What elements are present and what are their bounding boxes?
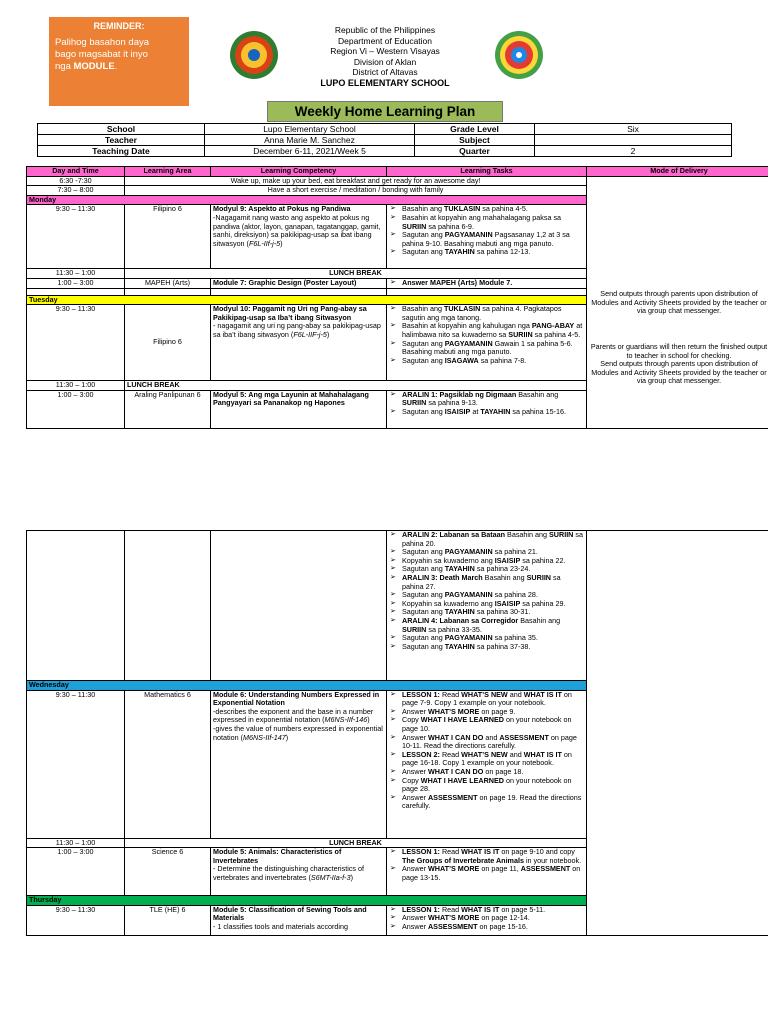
routine-text: Wake up, make up your bed, eat breakfast and get ready for an awesome day! (125, 176, 587, 186)
routine-text: Have a short exercise / meditation / bonding with family (125, 186, 587, 196)
mode-cell (587, 176, 768, 428)
column-header-row (27, 167, 768, 177)
competency-body: -Nagagamit nang wasto ang aspekto at pokus ng pandiwa (aktor, layon, ganapan, tagatanggap, gamit, sanhi, direksiyon) sa pakikipag-usap sa ibat ibang sitwasyon ( (213, 212, 381, 248)
lunch-time: 11:30 – 1:00 (27, 269, 125, 279)
competency-title: Module 5: Classification of Sewing Tools and Materials (213, 904, 367, 923)
task-item: ➢ Sagutan ang TAYAHIN sa pahina 23-24. (389, 565, 584, 574)
task-item: ➢ Answer MAPEH (Arts) Module 7. (389, 279, 584, 288)
school-seal-icon (494, 30, 544, 80)
competency-title: Modyul 9: Aspekto at Pokus ng Pandiwa (213, 204, 351, 214)
task-item: ➢ Answer WHAT I CAN DO on page 18. (389, 768, 584, 777)
task-item: ➢ Copy WHAT I HAVE LEARNED on your notebook on page 10. (389, 716, 584, 733)
mode-tuesday: Parents or guardians will then return the finished output to teacher in school for checking. Send outputs through parents upon distribution of Modules and Activity Sheets provided by the teacher or via group chat messenger. (590, 342, 768, 386)
competency-code: F6L-IIF-j-5 (293, 329, 327, 339)
lesson-area: Mathematics 6 (125, 690, 211, 838)
lunch-label: LUNCH BREAK (125, 269, 587, 279)
lesson-time: 9:30 – 11:30 (27, 305, 125, 381)
lesson-time: 1:00 – 3:00 (27, 278, 125, 288)
competency-end: ) (350, 872, 353, 882)
teacher-label: Teacher (38, 135, 205, 146)
lesson-time: 1:00 – 3:00 (27, 390, 125, 428)
plan-title: Weekly Home Learning Plan (267, 101, 503, 122)
task-item: ➢ Sagutan ang PAGYAMANIN Gawain 1 sa pahina 5-6. Basahing mabuti ang mga panuto. (389, 340, 584, 357)
task-item: ➢ Basahin at kopyahin ang mahahalagang paksa sa SURIIN sa pahina 6-9. (389, 214, 584, 231)
lesson-competency (211, 848, 387, 896)
competency-body: ) -gives the value of numbers expressed in exponential notation ( (213, 715, 383, 742)
header-region: Region Vi – Western Visayas (330, 46, 440, 56)
plan-table-page1 (26, 166, 768, 429)
competency-title: Module 5: Animals: Characteristics of Invertebrates (213, 847, 342, 865)
lesson-competency (211, 205, 387, 269)
header-department: Department of Education (337, 35, 433, 46)
document-header (300, 25, 470, 88)
competency-end: ) (326, 329, 330, 339)
info-row (38, 146, 732, 157)
teacher-value: Anna Marie M. Sanchez (205, 135, 415, 146)
task-item: ➢ Copy WHAT I HAVE LEARNED on your notebook on page 28. (389, 777, 584, 794)
col-learning-area: Learning Area (125, 167, 211, 177)
lunch-label: LUNCH BREAK (125, 838, 587, 848)
competency-body: - Determine the distinguishing characteristics of vertebrates and invertebrates ( (213, 864, 365, 882)
reminder-text (55, 37, 183, 73)
school-value: Lupo Elementary School (205, 124, 415, 135)
lesson-competency (211, 305, 387, 381)
lesson-time: 9:30 – 11:30 (27, 205, 125, 269)
task-item: ➢ LESSON 1: Read WHAT IS IT on page 5-11. (389, 906, 584, 915)
lesson-competency (211, 690, 387, 838)
competency-title: Module 6: Understanding Numbers Expressed in Exponential Notation (213, 689, 380, 708)
competency-code: M6NS-IIf-147 (242, 732, 286, 742)
task-item: ➢ ARALIN 3: Death March Basahin ang SURIIN sa pahina 27. (389, 574, 584, 591)
header-district: District of Altavas (352, 67, 418, 77)
day-monday: Monday (27, 195, 587, 205)
lesson-area: MAPEH (Arts) (125, 278, 211, 288)
competency-title: Modyul 10: Paggamit ng Uri ng Pang-abay sa Pakikipag-usap sa Iba’t ibang Sitwasyon (213, 304, 367, 322)
task-item: ➢ ARALIN 2: Labanan sa Bataan Basahin ang SURIIN sa pahina 20. (389, 531, 584, 548)
task-item: ➢ Sagutan ang PAGYAMANIN sa pahina 28. (389, 591, 584, 600)
task-item: ➢ Answer WHAT’S MORE on page 11, ASSESSMENT on page 13-15. (389, 865, 584, 882)
quarter-value: 2 (535, 146, 732, 157)
lesson-tasks (387, 848, 587, 896)
lesson-competency (211, 905, 387, 935)
task-item: ➢ Answer ASSESSMENT on page 15-16. (389, 923, 584, 932)
reminder-line-1: Palihog basahon daya (55, 37, 150, 48)
lesson-tasks (387, 690, 587, 838)
lesson-area: TLE (HE) 6 (125, 905, 211, 935)
task-item: ➢ Basahin at kopyahin ang kahulugan nga PANG-ABAY at halimbawa nito sa kuwaderno sa SURIIN sa pahina 4-5. (389, 322, 584, 339)
lesson-area: Filipino 6 (125, 205, 211, 269)
lesson-tasks (387, 205, 587, 269)
task-item: ➢ Sagutan ang TAYAHIN sa pahina 37-38. (389, 643, 584, 652)
school-label: School (38, 124, 205, 135)
reminder-box (49, 17, 189, 106)
competency-code: F6L-IIf-j-5 (248, 238, 281, 248)
lesson-area: Science 6 (125, 848, 211, 896)
lesson-area: Araling Panlipunan 6 (125, 390, 211, 428)
reminder-period: . (114, 61, 118, 72)
header-republic: Republic of the Philippines (334, 25, 436, 35)
deped-seal-icon (229, 30, 279, 80)
lesson-tasks (387, 278, 587, 288)
col-tasks: Learning Tasks (387, 167, 587, 177)
lesson-time: 1:00 – 3:00 (27, 848, 125, 896)
day-thursday: Thursday (27, 896, 587, 906)
col-mode: Mode of Delivery (587, 167, 768, 177)
task-item: ➢ Sagutan ang PAGYAMANIN sa pahina 21. (389, 548, 584, 557)
competency-end: ) (280, 238, 283, 248)
lesson-competency: Modyul 5: Ang mga Layunin at Mahahalagang Pangyayari sa Pananakop ng Hapones (211, 390, 387, 428)
competency-body: - nagagamit ang uri ng pang-abay sa pakikipag-usap sa iba’t ibang sitwasyon ( (213, 321, 381, 339)
header-school-name: LUPO ELEMENTARY SCHOOL (320, 77, 450, 88)
reminder-line-3: nga (55, 61, 74, 72)
task-item: ➢ LESSON 1: Read WHAT’S NEW and WHAT IS IT on page 7-9. Copy 1 example on your notebook. (389, 691, 584, 708)
info-row (38, 135, 732, 146)
mode-monday: Send outputs through parents upon distribution of Modules and Activity Sheets provided by the teacher or via group chat messenger. (591, 289, 767, 316)
subject-label: Subject (415, 135, 535, 146)
day-tuesday: Tuesday (27, 295, 587, 305)
task-item: ➢ Kopyahin sa kuwaderno ang ISAISIP sa pahina 22. (389, 557, 584, 566)
task-item: ➢ Sagutan ang TAYAHIN sa pahina 12-13. (389, 248, 584, 257)
competency-code: M6NS-IIf-146 (324, 715, 368, 725)
info-table (37, 123, 732, 157)
lunch-time: 11:30 – 1:00 (27, 838, 125, 848)
lunch-label: LUNCH BREAK (125, 381, 587, 391)
task-item: ➢ LESSON 1: Read WHAT IS IT on page 9-10 and copy The Groups of Invertebrate Animals in your notebook. (389, 848, 584, 865)
col-competency: Learning Competency (211, 167, 387, 177)
competency-end: ) (285, 732, 289, 742)
lesson-competency: Module 7: Graphic Design (Poster Layout) (211, 278, 387, 288)
competency-code: S6MT-IIa-f-3 (310, 872, 351, 882)
task-item: ➢ LESSON 2: Read WHAT’S NEW and WHAT IS IT on page 16-18. Copy 1 example on your notebook. (389, 751, 584, 768)
task-item: ➢ ARALIN 1: Pagsiklab ng Digmaan Basahin ang SURIIN sa pahina 9-13. (389, 391, 584, 408)
task-item: ➢ Basahin ang TUKLASIN sa pahina 4-5. (389, 205, 584, 214)
task-item: ➢ Answer WHAT I CAN DO and ASSESSMENT on page 10-11. Read the directions carefully. (389, 734, 584, 751)
col-day-time: Day and Time (27, 167, 125, 177)
grade-value: Six (535, 124, 732, 135)
task-item: ➢ Sagutan ang ISAISIP at TAYAHIN sa pahina 15-16. (389, 408, 584, 417)
task-item: ➢ Sagutan ang PAGYAMANIN Pagsasanay 1,2 at 3 sa pahina 9-10. Basahing mabuti ang mga panuto. (389, 231, 584, 248)
info-row (38, 124, 732, 135)
task-item: ➢ Answer ASSESSMENT on page 19. Read the directions carefully. (389, 794, 584, 811)
task-item: ➢ Kopyahin sa kuwaderno ang ISAISIP sa pahina 29. (389, 600, 584, 609)
lesson-area: Filipino 6 (125, 305, 211, 381)
day-wednesday: Wednesday (27, 681, 587, 691)
date-label: Teaching Date (38, 146, 205, 157)
header-division: Division of Aklan (353, 56, 417, 67)
task-item: ➢ Answer WHAT’S MORE on page 9. (389, 708, 584, 717)
competency-body: - 1 classifies tools and materials according (213, 921, 349, 931)
lesson-tasks (387, 305, 587, 381)
date-value: December 6-11, 2021/Week 5 (205, 146, 415, 157)
grade-label: Grade Level (415, 124, 535, 135)
task-item: ➢ Sagutan ang PAGYAMANIN sa pahina 35. (389, 634, 584, 643)
lesson-tasks (387, 531, 587, 681)
subject-value (535, 135, 732, 146)
routine-time: 7:30 – 8:00 (27, 186, 125, 196)
plan-table-page2 (26, 530, 768, 936)
reminder-title: REMINDER: (93, 21, 145, 31)
continued-row (27, 531, 768, 681)
task-item: ➢ Basahin ang TUKLASIN sa pahina 4. Pagkatapos sagutin ang mga tanong. (389, 305, 584, 322)
task-item: ➢ Sagutan ang ISAGAWA sa pahina 7-8. (389, 357, 584, 366)
quarter-label: Quarter (415, 146, 535, 157)
task-item: ➢ Sagutan ang TAYAHIN sa pahina 30-31. (389, 608, 584, 617)
routine-time: 6:30 -7:30 (27, 176, 125, 186)
lunch-time: 11:30 – 1:00 (27, 381, 125, 391)
reminder-line-2: bago magsabat it inyo (55, 49, 148, 60)
reminder-module-word: MODULE (73, 61, 115, 72)
lesson-tasks (387, 390, 587, 428)
task-item: ➢ ARALIN 4: Labanan sa Corregidor Basahin ang SURIIN sa pahina 33-35. (389, 617, 584, 634)
lesson-time: 9:30 – 11:30 (27, 905, 125, 935)
competency-body: -describes the exponent and the base in a number expressed in exponential notation ( (213, 706, 374, 725)
lesson-tasks (387, 905, 587, 935)
task-item: ➢ Answer WHAT’S MORE on page 12-14. (389, 914, 584, 923)
lesson-time: 9:30 – 11:30 (27, 690, 125, 838)
